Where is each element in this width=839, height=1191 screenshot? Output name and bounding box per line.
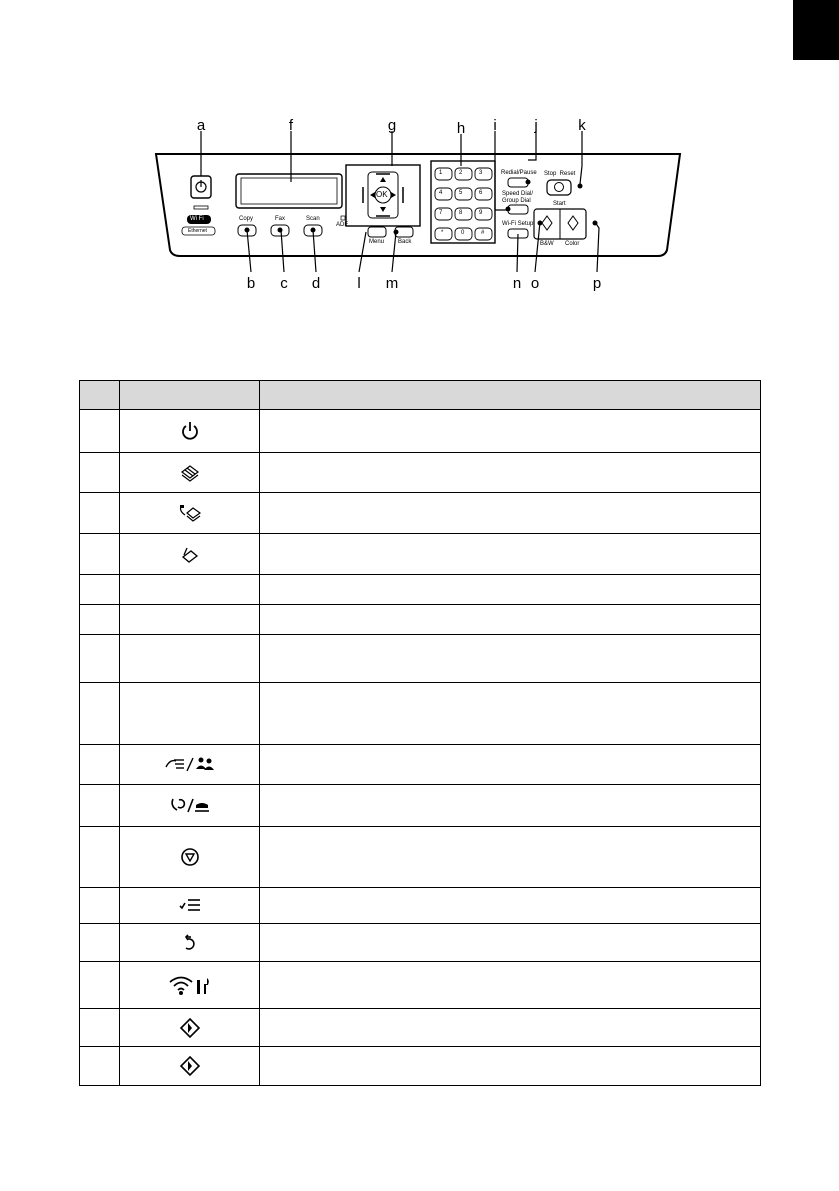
table-row [80, 827, 761, 888]
table-row [80, 1047, 761, 1086]
callout-i: i [493, 117, 497, 134]
table-header-row [80, 381, 761, 410]
key-star: * [441, 230, 444, 236]
wifi-setup-icon [168, 974, 212, 996]
copy-label: Copy [239, 216, 254, 222]
power-icon [179, 420, 201, 442]
key-8: 8 [459, 210, 463, 216]
menu-label: Menu [369, 239, 385, 245]
start-label: Start [553, 201, 566, 207]
speed-dial-label: Speed Dial/ [502, 191, 534, 197]
table-row [80, 575, 761, 605]
callout-m: m [385, 275, 399, 292]
ethernet-badge-label: Ethernet [188, 228, 207, 234]
back-label: Back [398, 239, 412, 245]
control-panel-diagram [150, 110, 690, 295]
redial-icon [169, 796, 211, 814]
key-2: 2 [459, 170, 463, 176]
scan-label: Scan [306, 216, 320, 222]
table-row [80, 962, 761, 1009]
wifi-setup-label: Wi-Fi Setup [502, 221, 534, 227]
callout-g: g [387, 117, 397, 134]
page-edge-marker [793, 0, 839, 60]
menu-icon [179, 897, 201, 913]
callout-a: a [196, 117, 206, 134]
table-row [80, 924, 761, 962]
header-cell-function [260, 381, 761, 410]
table-row [80, 410, 761, 453]
callout-h: h [456, 120, 466, 137]
key-hash: # [481, 230, 485, 236]
callout-j: j [534, 117, 538, 134]
button-table [79, 380, 761, 1086]
key-0: 0 [461, 230, 465, 236]
callout-c: c [280, 275, 288, 292]
stop-icon [179, 846, 201, 868]
table-row [80, 1009, 761, 1047]
key-1: 1 [439, 170, 443, 176]
key-4: 4 [439, 190, 443, 196]
table-row [80, 785, 761, 827]
fax-icon [178, 503, 202, 523]
callout-k: k [578, 117, 586, 134]
table-row [80, 888, 761, 924]
callout-l: l [357, 275, 361, 292]
table-row [80, 635, 761, 683]
group-dial-label: Group Dial [502, 198, 531, 204]
callout-p: p [592, 275, 602, 292]
stop-reset-label: Stop Reset [544, 171, 576, 177]
table-row [80, 534, 761, 575]
table-row [80, 453, 761, 493]
redial-pause-label: Redial/Pause [501, 170, 537, 176]
callout-b: b [246, 275, 256, 292]
table-row [80, 605, 761, 635]
start-icon [179, 1017, 201, 1039]
key-9: 9 [479, 210, 483, 216]
scan-icon [180, 544, 200, 564]
start-icon [179, 1055, 201, 1077]
key-7: 7 [439, 210, 443, 216]
bw-label: B&W [540, 241, 554, 247]
table-row [80, 745, 761, 785]
header-cell-letter [80, 381, 120, 410]
fax-label: Fax [275, 216, 286, 222]
back-icon [182, 933, 198, 953]
callout-d: d [311, 275, 321, 292]
key-6: 6 [479, 190, 483, 196]
table-row [80, 683, 761, 745]
callout-o: o [530, 275, 540, 292]
adf-label: ADF [336, 222, 348, 228]
copy-icon [179, 463, 201, 483]
key-3: 3 [479, 170, 483, 176]
table-row [80, 493, 761, 534]
callout-f: f [288, 117, 294, 134]
color-label: Color [565, 241, 580, 247]
callout-n: n [512, 275, 522, 292]
wifi-badge-label: Wi Fi [190, 216, 204, 222]
control-panel-drawing [150, 110, 690, 295]
ok-label: OK [376, 190, 388, 199]
speed-dial-icon [164, 755, 216, 773]
key-5: 5 [459, 190, 463, 196]
header-cell-button [120, 381, 260, 410]
